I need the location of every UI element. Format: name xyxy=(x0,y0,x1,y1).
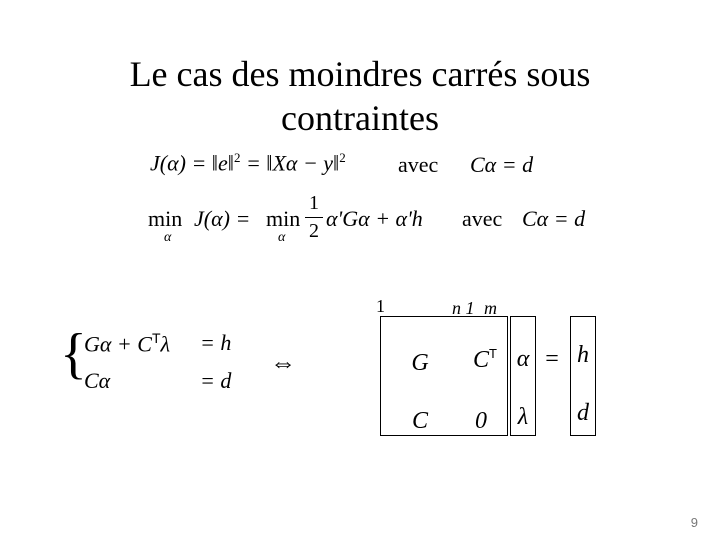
dim-label-m: m xyxy=(484,298,497,318)
matrix-cell-C: C xyxy=(411,408,428,434)
eq2-min1-sub: α xyxy=(164,230,172,245)
dim-label-n1: n 1 xyxy=(452,298,475,318)
eq2-body: α'Gα + α'h xyxy=(326,206,423,231)
page-number: 9 xyxy=(690,515,698,530)
vector-lambda: λ xyxy=(517,404,529,430)
eq1-mid: = ‖Xα − y‖ xyxy=(245,150,340,176)
system-row1-rhs: = h xyxy=(200,330,232,355)
eq1-avec: avec xyxy=(398,152,439,177)
system-row1-T: T xyxy=(151,330,161,346)
eq2-frac-bar xyxy=(305,217,323,218)
eq2-j: J(α) = xyxy=(194,206,251,231)
equation-1 xyxy=(150,150,346,176)
eq1-lhs: J(α) = ‖e‖ xyxy=(150,150,234,176)
matrix-cell-zero: 0 xyxy=(475,408,487,434)
eq2-min1: min xyxy=(148,206,183,231)
equivalence-arrow-icon: ⇔ xyxy=(270,348,296,377)
slide-title-line2: contraintes xyxy=(281,98,439,138)
vector-h: h xyxy=(577,342,589,368)
matrix-equals: = xyxy=(545,346,559,372)
eq1-constraint: Cα = d xyxy=(470,152,534,177)
matrix-cell-CT: $C^T$ xyxy=(473,346,497,373)
eq2-frac-den: 2 xyxy=(309,220,319,242)
dim-label-left: 1 xyxy=(376,296,385,316)
system-row2-lhs: Cα xyxy=(84,368,111,393)
eq2-min2-sub: α xyxy=(278,230,286,245)
slide-title-line1: Le cas des moindres carrés sous xyxy=(129,54,591,94)
vector-d: d xyxy=(577,400,589,426)
system-row1-lhs: $G\alpha + C^T\lambda$ xyxy=(84,330,171,357)
eq1-exp2: 2 xyxy=(339,150,346,165)
matrix-cell-G: G xyxy=(411,350,429,376)
eq2-min2: min xyxy=(266,206,301,231)
system-brace: { xyxy=(60,323,87,385)
eq2-frac-num: 1 xyxy=(309,192,319,214)
vector-alpha: α xyxy=(516,346,530,372)
system-row2-rhs: = d xyxy=(200,368,232,393)
eq2-avec: avec xyxy=(462,206,503,231)
eq1-exp1: 2 xyxy=(233,150,241,165)
eq2-constraint: Cα = d xyxy=(522,206,586,231)
